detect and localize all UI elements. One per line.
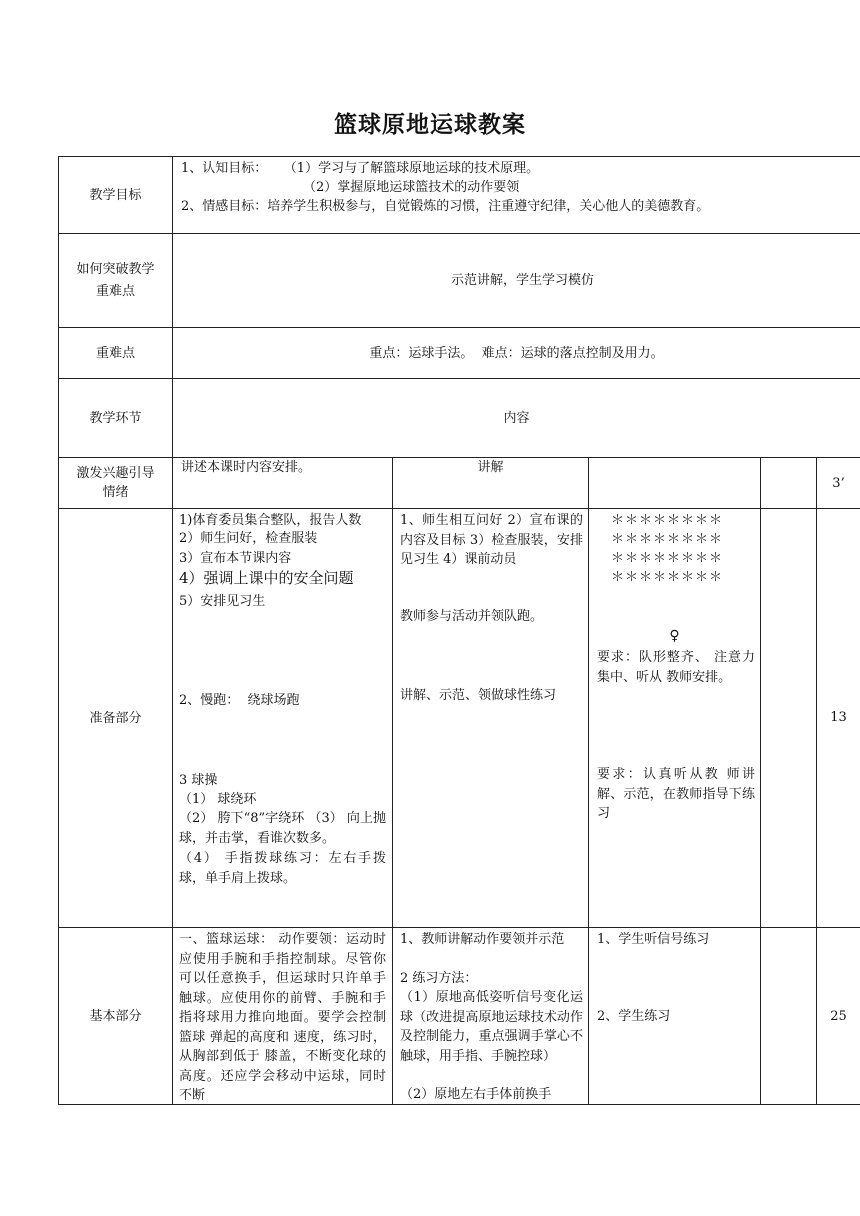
breakthrough-label-cell xyxy=(58,233,173,328)
breakthrough-content: 示范讲解，学生学习模仿 xyxy=(450,273,594,288)
prep-label: 准备部分 xyxy=(89,710,142,726)
sections-label: 教学环节 xyxy=(89,410,142,426)
keypoints-content: 重点：运球手法。 难点：运球的落点控制及用力。 xyxy=(369,345,664,361)
prep-col4-cell xyxy=(588,508,761,928)
keypoints-label-cell xyxy=(58,327,173,379)
formation-row-4: ＊＊＊＊＊＊＊＊ xyxy=(611,570,724,585)
sections-label-cell xyxy=(58,378,173,458)
prep-exercise-3: （4） 手指拨球练习：左右手拨球，单手肩上拨球。 xyxy=(179,851,386,886)
objectives-label-cell xyxy=(58,156,173,234)
basic-col5-cell xyxy=(760,927,817,1105)
basic-col2-cell xyxy=(172,927,393,1105)
basic-label-cell xyxy=(58,927,173,1105)
breakthrough-content-cell xyxy=(172,233,860,328)
keypoints-content-cell xyxy=(172,327,860,379)
prep-requirement-1: 要求：队形整齐、 注意力集中、听从 教师安排。 xyxy=(597,650,755,685)
basic-label: 基本部分 xyxy=(89,1008,142,1024)
formation-row-2: ＊＊＊＊＊＊＊＊ xyxy=(611,532,724,547)
motivate-col3-text: 讲解 xyxy=(477,460,504,475)
basic-teacher-step-2: 2 练习方法： xyxy=(400,971,478,986)
basic-student-step-1: 1、学生听信号练习 xyxy=(597,932,710,947)
formation-row-3: ＊＊＊＊＊＊＊＊ xyxy=(611,551,724,566)
basic-teacher-step-3: （1）原地高低姿听信号变化运球（改进提高原地运球技术动作及控制能力，重点强调手掌心不触球，用手指、手腕控球） xyxy=(400,990,583,1064)
sections-content: 内容 xyxy=(503,410,530,426)
breakthrough-label-line-1: 如何突破教学 xyxy=(76,261,155,277)
prep-exercise-1: （1） 球绕环 xyxy=(179,792,257,807)
prep-exercise-title: 3 球操 xyxy=(179,773,218,788)
motivate-col2-text: 讲述本课时内容安排。 xyxy=(181,460,312,475)
basic-dribble-text: 一、篮球运球： 动作要领：运动时应使用手腕和手指控制球。尽管你可以任意换手，但运球时只许单手触球。应使用你的前臂、手腕和手指将球用力推向地面。要学会控制篮球 弹起的高度和 速度，练习时， 从胸部到低于 膝盖，不断变化球的高度。还应学会移动中运球，同时不断 xyxy=(179,932,386,1103)
motivate-col4-cell xyxy=(588,457,761,509)
breakthrough-label-line-2: 重难点 xyxy=(95,283,135,299)
basic-student-step-2: 2、学生练习 xyxy=(597,1009,671,1024)
motivate-time: 3’ xyxy=(832,476,845,491)
prep-step-5: 5）安排见习生 xyxy=(179,594,266,609)
motivate-label-line-1: 激发兴趣引导 xyxy=(76,466,155,481)
basic-time-cell xyxy=(816,927,860,1105)
formation-row-1: ＊＊＊＊＊＊＊＊ xyxy=(611,513,724,528)
prep-step-1: 1)体育委员集合整队，报告人数 xyxy=(179,513,362,528)
motivate-col3-cell xyxy=(392,457,589,509)
motivate-label-cell xyxy=(58,457,173,509)
page-title: 篮球原地运球教案 xyxy=(334,112,526,138)
motivate-col5-cell xyxy=(760,457,817,509)
basic-col3-cell xyxy=(392,927,589,1105)
prep-label-cell xyxy=(58,508,173,928)
motivate-time-cell xyxy=(816,457,860,509)
prep-col2-cell xyxy=(172,508,393,928)
motivate-col2-cell xyxy=(172,457,393,509)
basic-time: 25 xyxy=(830,1009,847,1024)
objectives-label: 教学目标 xyxy=(89,187,142,203)
prep-col3-cell xyxy=(392,508,589,928)
basic-col4-cell xyxy=(588,927,761,1105)
prep-jog: 2、慢跑： 绕球场跑 xyxy=(179,693,300,708)
prep-step-2: 2）师生问好，检查服装 xyxy=(179,531,318,546)
basic-teacher-step-4: （2）原地左右手体前换手 xyxy=(400,1087,552,1102)
objectives-content-cell xyxy=(172,156,860,234)
motivate-label-line-2: 情绪 xyxy=(102,485,129,500)
prep-requirement-2: 要求：认真听从教 师讲解、示范，在教师指导下练习 xyxy=(597,767,755,821)
prep-teacher-lead: 教师参与活动并领队跑。 xyxy=(400,609,544,624)
prep-teacher-steps: 1、师生相互问好 2）宣布课的内容及目标 3）检查服装，安排见习生 4）课前动员 xyxy=(400,513,583,567)
prep-col5-cell xyxy=(760,508,817,928)
sections-content-cell xyxy=(172,378,860,458)
prep-teacher-demo: 讲解、示范、领做球性练习 xyxy=(400,688,557,703)
prep-step-4: 4）强调上课中的安全问题 xyxy=(179,569,354,587)
keypoints-label: 重难点 xyxy=(95,345,135,361)
prep-time-cell xyxy=(816,508,860,928)
objectives-line-1: 1、认知目标： （1）学习与了解篮球原地运球的技术原理。 xyxy=(181,161,540,176)
prep-time: 13 xyxy=(830,710,847,725)
teacher-symbol-icon: ♀ xyxy=(669,628,680,644)
prep-exercise-2: （2） 胯下“8”字绕环 （3） 向上抛 球，并击掌，看谁次数多。 xyxy=(179,811,386,846)
objectives-line-2: （2）掌握原地运球篮技术的动作要领 xyxy=(303,180,520,195)
prep-step-3: 3）宣布本节课内容 xyxy=(179,551,292,566)
basic-teacher-step-1: 1、教师讲解动作要领并示范 xyxy=(400,932,565,947)
objectives-line-3: 2、情感目标：培养学生积极参与，自觉锻炼的习惯，注重遵守纪律，关心他人的美德教育。 xyxy=(181,199,710,214)
